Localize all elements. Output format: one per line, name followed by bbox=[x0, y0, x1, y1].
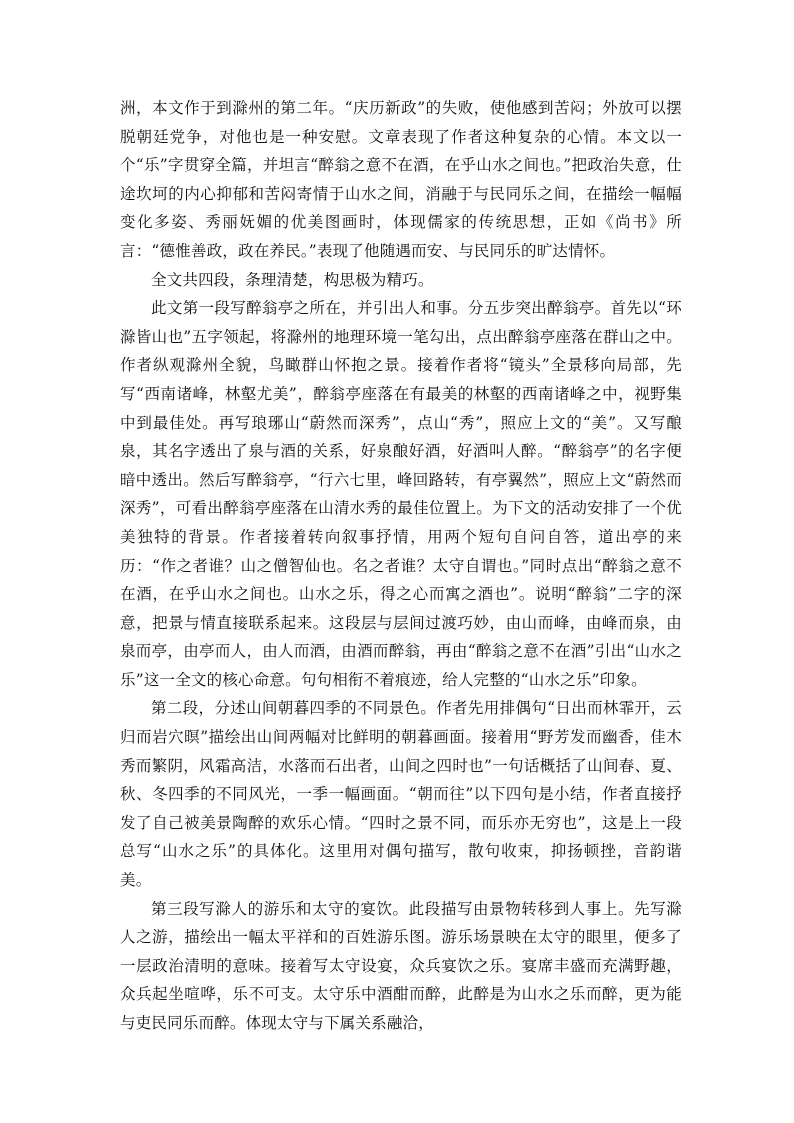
paragraph-structure-summary: 全文共四段，条理清楚，构思极为精巧。 bbox=[151, 270, 434, 289]
paragraph-third-section-analysis: 第三段写滁人的游乐和太守的宴饮。此段描写由景物转移到人事上。先写滁人之游，描绘出一幅太平祥和的百姓游乐图。游乐场景映在太守的眼里，便多了一层政治清明的意味。接着写太守设宴，众兵宴饮之乐。宴席丰盛而充满野趣，众兵起坐喧哗，乐不可支。太守乐中酒酣而醉，此醉是为山水之乐而醉，更为能与吏民同乐而醉。体现太守与下属关系融洽， bbox=[120, 899, 682, 1032]
paragraph-second-section-analysis: 第二段，分述山间朝暮四季的不同景色。作者先用排偶句“日出而林霏开，云归而岩穴暝”描绘出山间两幅对比鲜明的朝暮画面。接着用“野芳发而幽香，佳木秀而繁阴，风霜高洁，水落而石出者，山间之四时也”一句话概括了山间春、夏、秋、冬四季的不同风光，一季一幅画面。“朝而往”以下四句是小结，作者直接抒发了自己被美景陶醉的欢乐心情。“四时之景不同，而乐亦无穷也”，这是上一段总写“山水之乐”的具体化。这里用对偶句描写，散句收束，抑扬顿挫，音韵谐美。 bbox=[120, 699, 682, 890]
paragraph-first-section-analysis: 此文第一段写醉翁亭之所在，并引出人和事。分五步突出醉翁亭。首先以“环滁皆山也”五字领起，将滁州的地理环境一笔勾出，点出醉翁亭座落在群山之中。作者纵观滁州全貌，鸟瞰群山怀抱之景。接着作者将“镜头”全景移向局部，先写“西南诸峰，林壑尤美”，醉翁亭座落在有最美的林壑的西南诸峰之中，视野集中到最佳处。再写琅琊山“蔚然而深秀”，点山“秀”，照应上文的“美”。又写酿泉，其名字透出了泉与酒的关系，好泉酿好酒，好酒叫人醉。“醉翁亭”的名字便暗中透出。然后写醉翁亭，“行六七里，峰回路转，有亭翼然”，照应上文“蔚然而深秀”，可看出醉翁亭座落在山清水秀的最佳位置上。为下文的活动安排了一个优美独特的背景。作者接着转向叙事抒情，用两个短句自问自答，道出亭的来历：“作之者谁？山之僧智仙也。名之者谁？太守自谓也。”同时点出“醉翁之意不在酒，在乎山水之间也。山水之乐，得之心而寓之酒也”。说明“醉翁”二字的深意，把景与情直接联系起来。这段层与层间过渡巧妙，由山而峰，由峰而泉，由泉而亭，由亭而人，由人而酒，由酒而醉翁，再由“醉翁之意不在酒”引出“山水之乐”这一全文的核心命意。句句相衔不着痕迹，给人完整的“山水之乐”印象。 bbox=[120, 299, 682, 689]
document-body bbox=[120, 94, 682, 1038]
paragraph-1-continued: 洲，本文作于到滁州的第二年。“庆历新政”的失败，使他感到苦闷；外放可以摆脱朝廷党争，对他也是一种安慰。文章表现了作者这种复杂的心情。本文以一个“乐”字贯穿全篇，并坦言“醉翁之意不在酒，在乎山水之间也。”把政治失意，仕途坎坷的内心抑郁和苦闷寄情于山水之间，消融于与民同乐之间，在描绘一幅幅变化多姿、秀丽妩媚的优美图画时，体现儒家的传统思想，正如《尚书》所言：“德惟善政，政在养民。”表现了他随遇而安、与民同乐的旷达情怀。 bbox=[120, 99, 682, 260]
